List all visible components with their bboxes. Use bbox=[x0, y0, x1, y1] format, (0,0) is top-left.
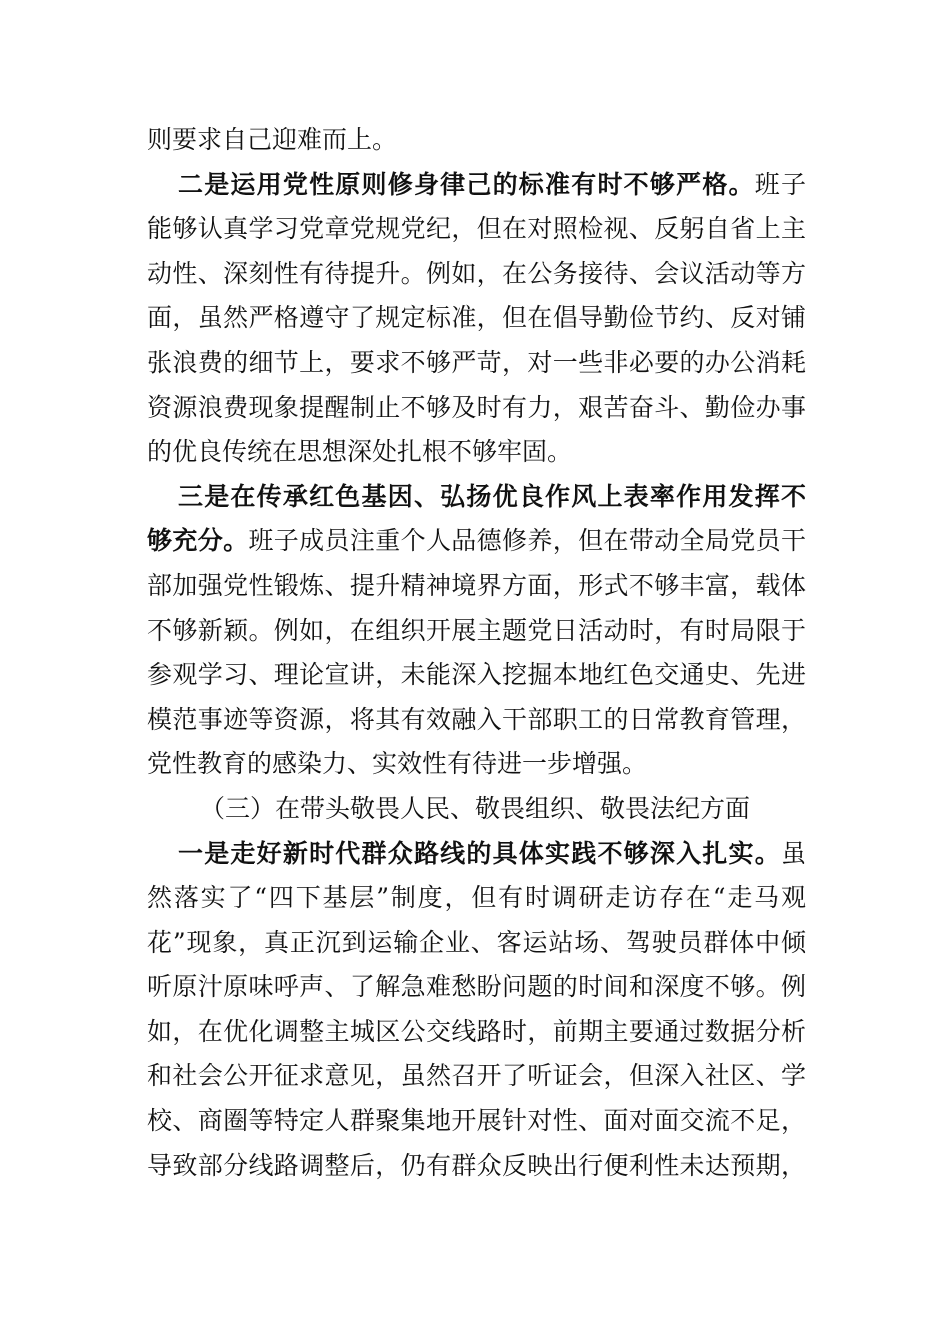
text-line bbox=[147, 118, 806, 163]
bold-heading-text: 二是运用党性原则修身律己的标准有时不够严格。 bbox=[178, 169, 755, 199]
text-line bbox=[147, 519, 806, 564]
body-text: 动性、深刻性有待提升。例如，在公务接待、会议活动等方 bbox=[147, 258, 806, 288]
text-line bbox=[147, 1144, 806, 1189]
text-line bbox=[147, 787, 806, 832]
body-text: 虽 bbox=[780, 838, 806, 868]
body-text: 模范事迹等资源，将其有效融入干部职工的日常教育管理， bbox=[147, 704, 806, 734]
body-text: 如，在优化调整主城区公交线路时，前期主要通过数据分析 bbox=[147, 1016, 806, 1046]
body-text: 班子 bbox=[754, 169, 806, 199]
body-text: 然落实了“四下基层”制度，但有时调研走访存在“走马观 bbox=[147, 883, 806, 913]
text-line bbox=[147, 742, 806, 787]
text-line bbox=[147, 653, 806, 698]
body-text: （三）在带头敬畏人民、敬畏组织、敬畏法纪方面 bbox=[200, 793, 751, 823]
body-text: 能够认真学习党章党规党纪，但在对照检视、反躬自省上主 bbox=[147, 214, 806, 244]
bold-heading-text: 三是在传承红色基因、弘扬优良作风上表率作用发挥不 bbox=[178, 481, 806, 511]
text-line bbox=[147, 252, 806, 297]
text-line bbox=[147, 832, 806, 877]
body-text: 党性教育的感染力、实效性有待进一步增强。 bbox=[147, 749, 648, 779]
text-line bbox=[147, 609, 806, 654]
body-text: 则要求自己迎难而上。 bbox=[147, 125, 398, 154]
text-line bbox=[147, 1099, 806, 1144]
body-text: 和社会公开征求意见，虽然召开了听证会，但深入社区、学 bbox=[147, 1061, 806, 1091]
body-text: 不够新颖。例如，在组织开展主题党日活动时，有时局限于 bbox=[147, 615, 806, 645]
body-text: 张浪费的细节上，要求不够严苛，对一些非必要的办公消耗 bbox=[147, 347, 806, 377]
text-line bbox=[147, 475, 806, 520]
text-line bbox=[147, 296, 806, 341]
document-body bbox=[147, 118, 806, 1188]
text-line bbox=[147, 386, 806, 431]
bold-heading-text: 够充分。 bbox=[147, 526, 249, 556]
body-text: 面，虽然严格遵守了规定标准，但在倡导勤俭节约、反对铺 bbox=[147, 303, 806, 333]
body-text: 资源浪费现象提醒制止不够及时有力，艰苦奋斗、勤俭办事 bbox=[147, 392, 806, 422]
text-line bbox=[147, 921, 806, 966]
text-line bbox=[147, 341, 806, 386]
body-text: 参观学习、理论宣讲，未能深入挖掘本地红色交通史、先进 bbox=[147, 660, 806, 690]
text-line bbox=[147, 1054, 806, 1099]
text-line bbox=[147, 564, 806, 609]
body-text: 校、商圈等特定人群聚集地开展针对性、面对面交流不足， bbox=[147, 1106, 806, 1136]
body-text: 部加强党性锻炼、提升精神境界方面，形式不够丰富，载体 bbox=[147, 570, 806, 600]
text-line bbox=[147, 1010, 806, 1055]
body-text: 花”现象，真正沉到运输企业、客运站场、驾驶员群体中倾 bbox=[147, 927, 806, 957]
text-line bbox=[147, 965, 806, 1010]
body-text: 导致部分线路调整后，仍有群众反映出行便利性未达预期， bbox=[147, 1150, 806, 1180]
text-line bbox=[147, 163, 806, 208]
body-text: 的优良传统在思想深处扎根不够牢固。 bbox=[147, 437, 573, 467]
text-line bbox=[147, 207, 806, 252]
body-text: 听原汁原味呼声、了解急难愁盼问题的时间和深度不够。例 bbox=[147, 972, 806, 1002]
body-text: 班子成员注重个人品德修养，但在带动全局党员干 bbox=[248, 526, 806, 556]
bold-heading-text: 一是走好新时代群众路线的具体实践不够深入扎实。 bbox=[178, 838, 781, 868]
text-line bbox=[147, 430, 806, 475]
text-line bbox=[147, 698, 806, 743]
text-line bbox=[147, 876, 806, 921]
